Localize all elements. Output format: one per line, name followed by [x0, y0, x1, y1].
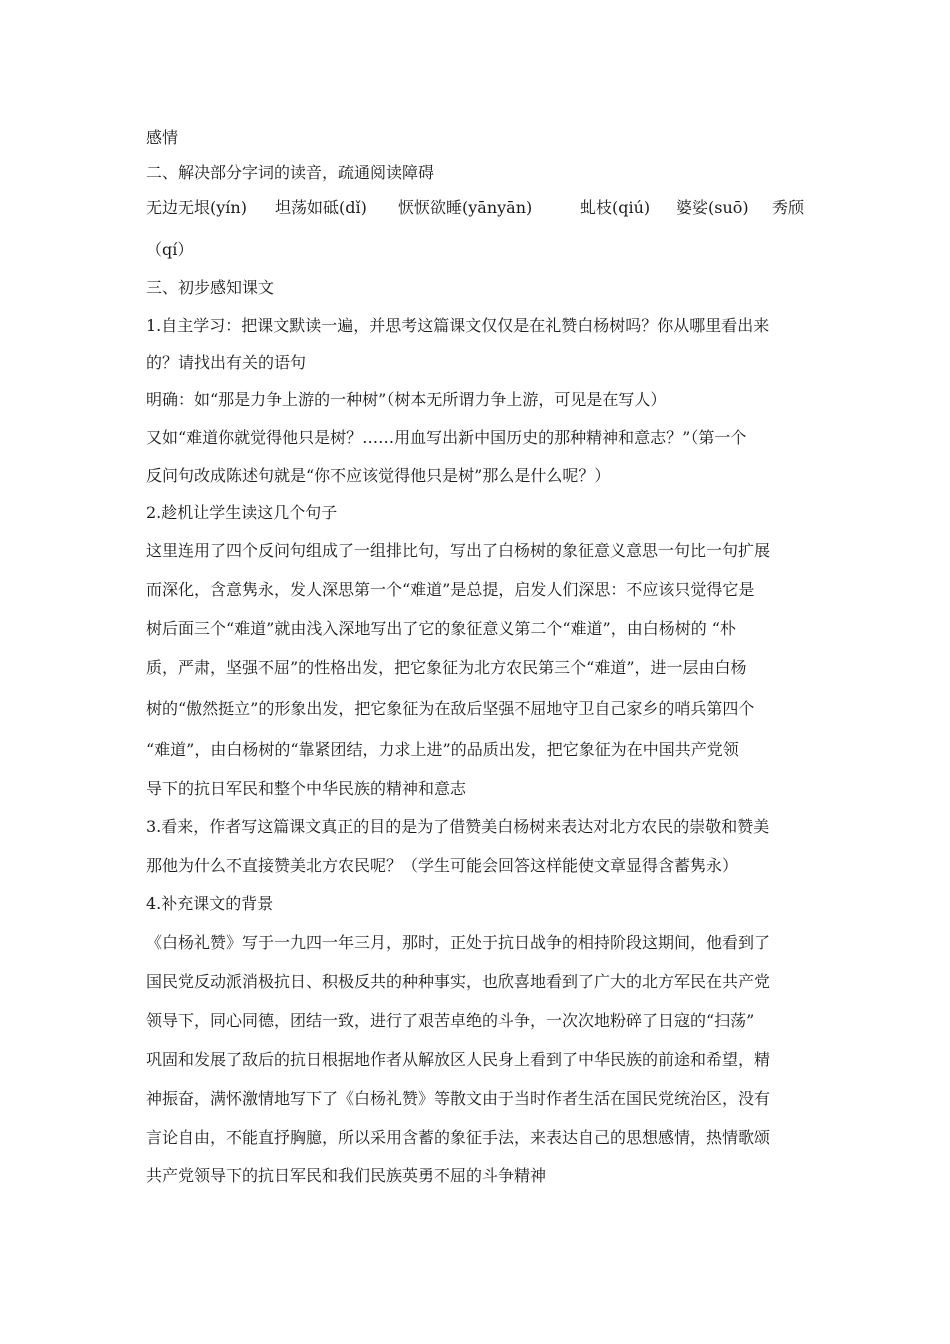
text-line: 共产党领导下的抗日军民和我们民族英勇不屈的斗争精神	[146, 1166, 547, 1185]
text-line: 领导下，同心同德，团结一致，进行了艰苦卓绝的斗争，一次次地粉碎了日寇的“扫荡”	[146, 1011, 755, 1030]
text-line: 4.补充课文的背景	[146, 894, 274, 913]
text-line: 言论自由，不能直抒胸臆，所以采用含蓄的象征手法，来表达自己的思想感情，热情歌颂	[146, 1128, 771, 1147]
text-line: 3.看来，作者写这篇课文真正的目的是为了借赞美白杨树来表达对北方农民的崇敬和赞美	[146, 817, 770, 836]
text-line: （qí）	[146, 240, 194, 259]
section-heading: 二、解决部分字词的读音，疏通阅读障碍	[146, 163, 435, 182]
text-line: 树后面三个“难道”就由浅入深地写出了它的象征意义第二个“难道”，由白杨树的 “朴	[146, 619, 736, 638]
text-line: “难道”，由白杨树的“靠紧团结，力求上进”的品质出发，把它象征为在中国共产党领	[146, 740, 739, 759]
text-line: 神振奋，满怀激情地写下了《白杨礼赞》等散文由于当时作者生活在国民党统治区，没有	[146, 1089, 771, 1108]
vocab-item: 恹恹欲睡(yānyān)	[398, 198, 533, 217]
text-line: 《白杨礼赞》写于一九四一年三月，那时，正处于抗日战争的相持阶段这期间，他看到了	[146, 933, 771, 952]
text-line: 的？请找出有关的语句	[146, 353, 307, 372]
vocab-item: 婆娑(suō)	[676, 198, 749, 217]
text-line: 巩固和发展了敌后的抗日根据地作者从解放区人民身上看到了中华民族的前途和希望，精	[146, 1050, 771, 1069]
text-line: 而深化，含意隽永，发人深思第一个“难道”是总提，启发人们深思：不应该只觉得它是	[146, 580, 755, 599]
text-line: 国民党反动派消极抗日、积极反共的种种事实，也欣喜地看到了广大的北方军民在共产党	[146, 972, 771, 991]
text-line: 质，严肃，坚强不屈”的性格出发，把它象征为北方农民第三个“难道”，进一层由白杨	[146, 658, 747, 677]
text-line: 又如“难道你就觉得他只是树？……用血写出新中国历史的那种精神和意志？”（第一个	[146, 428, 747, 447]
text-line: 感情	[146, 128, 179, 147]
text-line: 树的“傲然挺立”的形象出发，把它象征为在敌后坚强不屈地守卫自己家乡的哨兵第四个	[146, 699, 755, 718]
text-line: 这里连用了四个反问句组成了一组排比句，写出了白杨树的象征意义意思一句比一句扩展	[146, 541, 771, 560]
text-line: 那他为什么不直接赞美北方农民呢？（学生可能会回答这样能使文章显得含蓄隽永）	[146, 856, 739, 875]
vocab-item: 坦荡如砥(dǐ)	[275, 198, 367, 217]
text-line: 1.自主学习：把课文默读一遍，并思考这篇课文仅仅是在礼赞白杨树吗？你从哪里看出来	[146, 316, 770, 335]
text-line: 导下的抗日军民和整个中华民族的精神和意志	[146, 779, 467, 798]
vocab-item: 秀颀	[772, 198, 805, 217]
section-heading: 三、初步感知课文	[146, 278, 275, 297]
vocab-item: 虬枝(qiú)	[580, 198, 651, 217]
vocab-item: 无边无垠(yín)	[146, 198, 247, 217]
text-line: 明确：如“那是力争上游的一种树”（树本无所谓力争上游，可见是在写人）	[146, 390, 667, 409]
text-line: 反问句改成陈述句就是“你不应该觉得他只是树”那么是什么呢？）	[146, 466, 611, 485]
text-line: 2.趁机让学生读这几个句子	[146, 503, 338, 522]
